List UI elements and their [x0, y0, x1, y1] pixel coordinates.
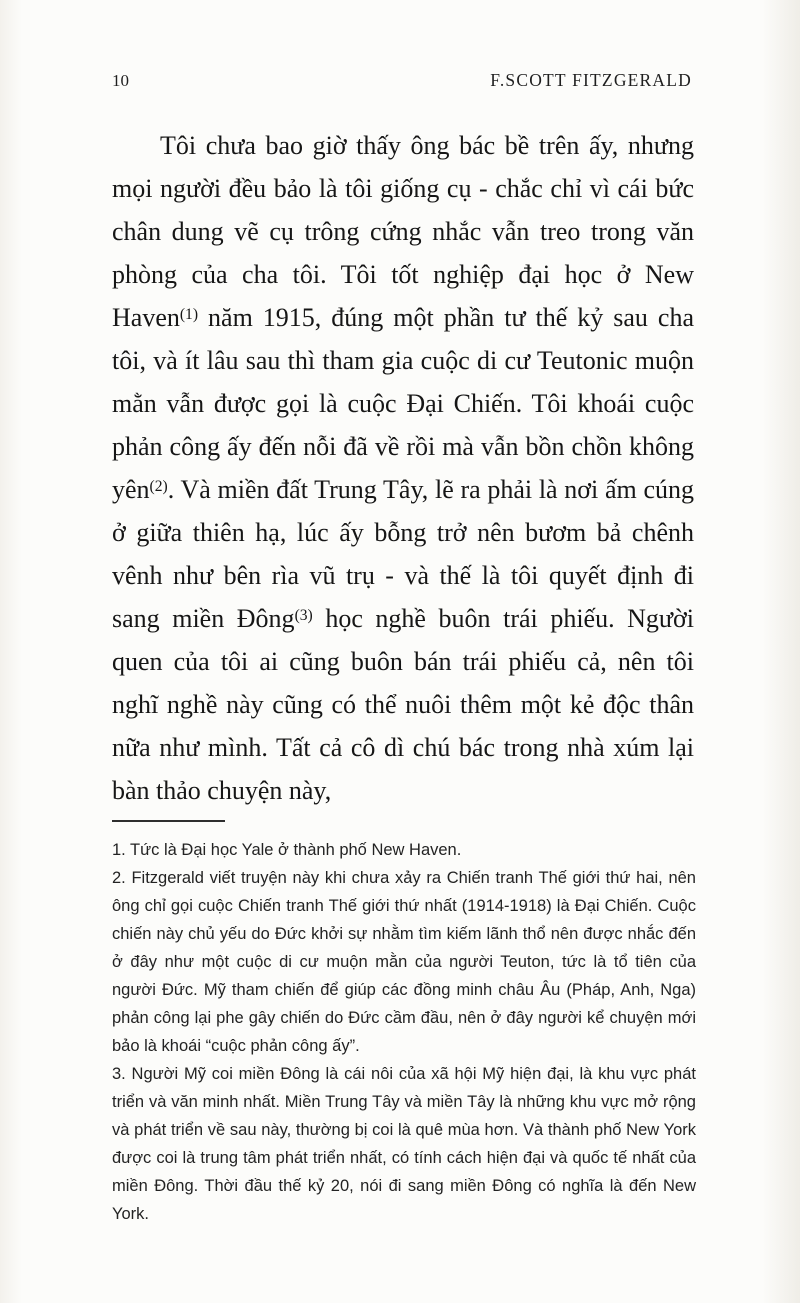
footnote-marker: (1)	[179, 306, 199, 323]
body-text-segment: Tôi chưa bao giờ thấy ông bác bề trên ấy, nhưng mọi người đều bảo là tôi giống cụ - chắc chỉ vì cái bức chân dung vẽ cụ trông cứng nhắc vẫn treo trong văn phòng của cha tôi. Tôi tốt nghiệp đại học ở New Haven	[112, 131, 694, 332]
footnote-marker: (3)	[294, 607, 313, 624]
body-paragraph	[112, 124, 694, 812]
footnote-marker: (2)	[149, 478, 168, 495]
footnote: 3. Người Mỹ coi miền Đông là cái nôi của xã hội Mỹ hiện đại, là khu vực phát triển và văn minh nhất. Miền Trung Tây và miền Tây là những khu vực mở rộng và phát triển về sau này, thường bị coi là quê mùa hơn. Và thành phố New York được coi là trung tâm phát triển nhất, có tính cách hiện đại và quốc tế nhất của miền Đông. Thời đầu thế kỷ 20, nói đi sang miền Đông có nghĩa là đến New York.	[112, 1065, 696, 1223]
page-number: 10	[112, 71, 129, 90]
footnotes-section	[112, 836, 696, 1228]
footnote: 2. Fitzgerald viết truyện này khi chưa xảy ra Chiến tranh Thế giới thứ hai, nên ông chỉ gọi cuộc Chiến tranh Thế giới thứ nhất (1914-1918) là Đại Chiến. Cuộc chiến này chủ yếu do Đức khởi sự nhằm tìm kiếm lãnh thổ nên được nhắc đến ở đây như một cuộc di cư muộn mằn của người Teuton, tức là tổ tiên của người Đức. Mỹ tham chiến để giúp các đồng minh châu Âu (Pháp, Anh, Nga) phản công lại phe gây chiến do Đức cầm đầu, nên ở đây người kể chuyện mới bảo là khoái “cuộc phản công ấy”.	[112, 869, 696, 1055]
body-text-segment: học nghề buôn trái phiếu. Người quen của tôi ai cũng buôn bán trái phiếu cả, nên tôi nghĩ nghề này cũng có thể nuôi thêm một kẻ độc thân nữa như mình. Tất cả cô dì chú bác trong nhà xúm lại bàn thảo chuyện này,	[112, 604, 694, 805]
body-text-segment: năm 1915, đúng một phần tư thế kỷ sau cha tôi, và ít lâu sau thì tham gia cuộc di cư Teutonic muộn mằn vẫn được gọi là cuộc Đại Chiến. Tôi khoái cuộc phản công ấy đến nỗi đã về rồi mà vẫn bồn chồn không yên	[112, 303, 694, 504]
body-text-segment: . Và miền đất Trung Tây, lẽ ra phải là nơi ấm cúng ở giữa thiên hạ, lúc ấy bỗng trở nên bươm bả chênh vênh như bên rìa vũ trụ - và thế là tôi quyết định đi sang miền Đông	[112, 475, 694, 633]
running-head	[112, 70, 692, 91]
running-header-author: F.SCOTT FITZGERALD	[490, 70, 692, 90]
footnote: 1. Tức là Đại học Yale ở thành phố New Haven.	[112, 841, 462, 859]
footnote-separator	[112, 820, 225, 822]
